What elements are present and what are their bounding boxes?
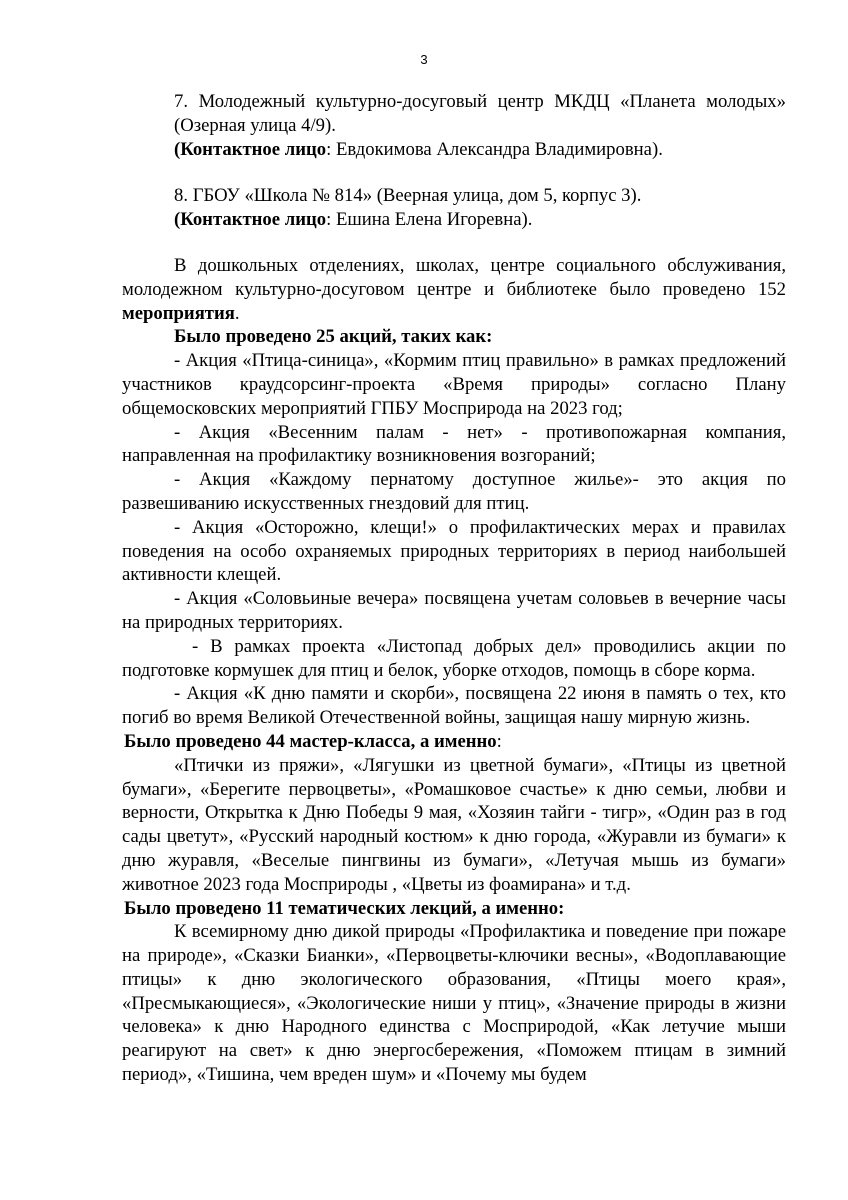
contact-person-line <box>174 138 786 162</box>
summary-bold: мероприятия <box>122 302 235 324</box>
contact-entry-7 <box>122 90 786 161</box>
contact-person: : Евдокимова Александра Владимировна). <box>326 138 663 160</box>
action-item: - Акция «Каждому пернатому доступное жилье»- это акция по развешиванию искусственных гнездовий для птиц. <box>122 469 786 514</box>
document-body <box>122 90 786 1087</box>
summary-paragraph: В дошкольных отделениях, школах, центре социального обслуживания, молодежном культурно-досуговом центре и библиотеке было проведено 152 мероприятия. <box>122 254 786 324</box>
organization-line: 8. ГБОУ «Школа № 814» (Веерная улица, дом 5, корпус 3). <box>174 185 642 207</box>
masterclasses-list: «Птички из пряжи», «Лягушки из цветной бумаги», «Птицы из цветной бумаги», «Берегите первоцветы», «Ромашковое счастье» к дню семьи, любви и верности, Открытка к Дню Победы 9 мая, «Хозяин тайги - тигр», «Один раз в год сады цветут», «Русский народный костюм» к дню города, «Журавли из бумаги» к дню журавля, «Веселые пингвины из бумаги», «Летучая мышь из бумаги» животное 2023 года Мосприроды , «Цветы из фоамирана» и т.д. <box>122 754 786 895</box>
action-item: - Акция «Птица-синица», «Кормим птиц правильно» в рамках предложений участников краудсорсинг-проекта «Время природы» согласно Плану общемосковских мероприятий ГПБУ Мосприрода на 2023 год; <box>122 350 786 419</box>
action-item: - Акция «Соловьиные вечера» посвящена учетам соловьев в вечерние часы на природных территориях. <box>122 588 786 633</box>
action-item: - В рамках проекта «Листопад добрых дел» проводились акции по подготовке кормушек для птиц и белок, уборке отходов, помощь в сборе корма. <box>122 635 786 681</box>
lectures-list: К всемирному дню дикой природы «Профилактика и поведение при пожаре на природе», «Сказки Бианки», «Первоцветы-ключики весны», «Водоплавающие птицы» к дню экологического образования, «Птицы моего края», «Пресмыкающиеся», «Экологические ниши у птиц», «Значение природы в жизни человека» к дню Народного единства с Мосприродой, «Как летучие мыши реагируют на свет» к дню энергосбережения, «Поможем птицам в зимний период», «Тишина, чем вреден шум» и «Почему мы будем <box>122 921 786 1086</box>
actions-heading: Было проведено 25 акций, таких как: <box>174 326 493 348</box>
page-number: 3 <box>420 52 428 67</box>
action-item: - Акция «К дню памяти и скорби», посвящена 22 июня в память о тех, кто погиб во время Великой Отечественной войны, защищая нашу мирную жизнь. <box>122 683 786 729</box>
contact-label: (Контактное лицо <box>174 138 327 160</box>
contact-label: (Контактное лицо <box>174 209 327 231</box>
masterclasses-heading: Было проведено 44 мастер-класса, а именно: <box>124 730 502 752</box>
action-item: - Акция «Осторожно, клещи!» о профилактических мерах и правилах поведения на особо охраняемых природных территориях в период наибольшей активности клещей. <box>122 516 786 586</box>
action-item: - Акция «Весенним палам - нет» - противопожарная компания, направленная на профилактику возникновения возгораний; <box>122 421 786 467</box>
lectures-heading: Было проведено 11 тематических лекций, а именно: <box>124 897 565 919</box>
contact-person-line <box>174 208 786 232</box>
organization-line: 7. Молодежный культурно-досуговый центр МКДЦ «Планета молодых» (Озерная улица 4/9). <box>174 91 786 136</box>
contact-person: : Ешина Елена Игоревна). <box>326 209 533 231</box>
contact-entry-8 <box>122 184 786 232</box>
